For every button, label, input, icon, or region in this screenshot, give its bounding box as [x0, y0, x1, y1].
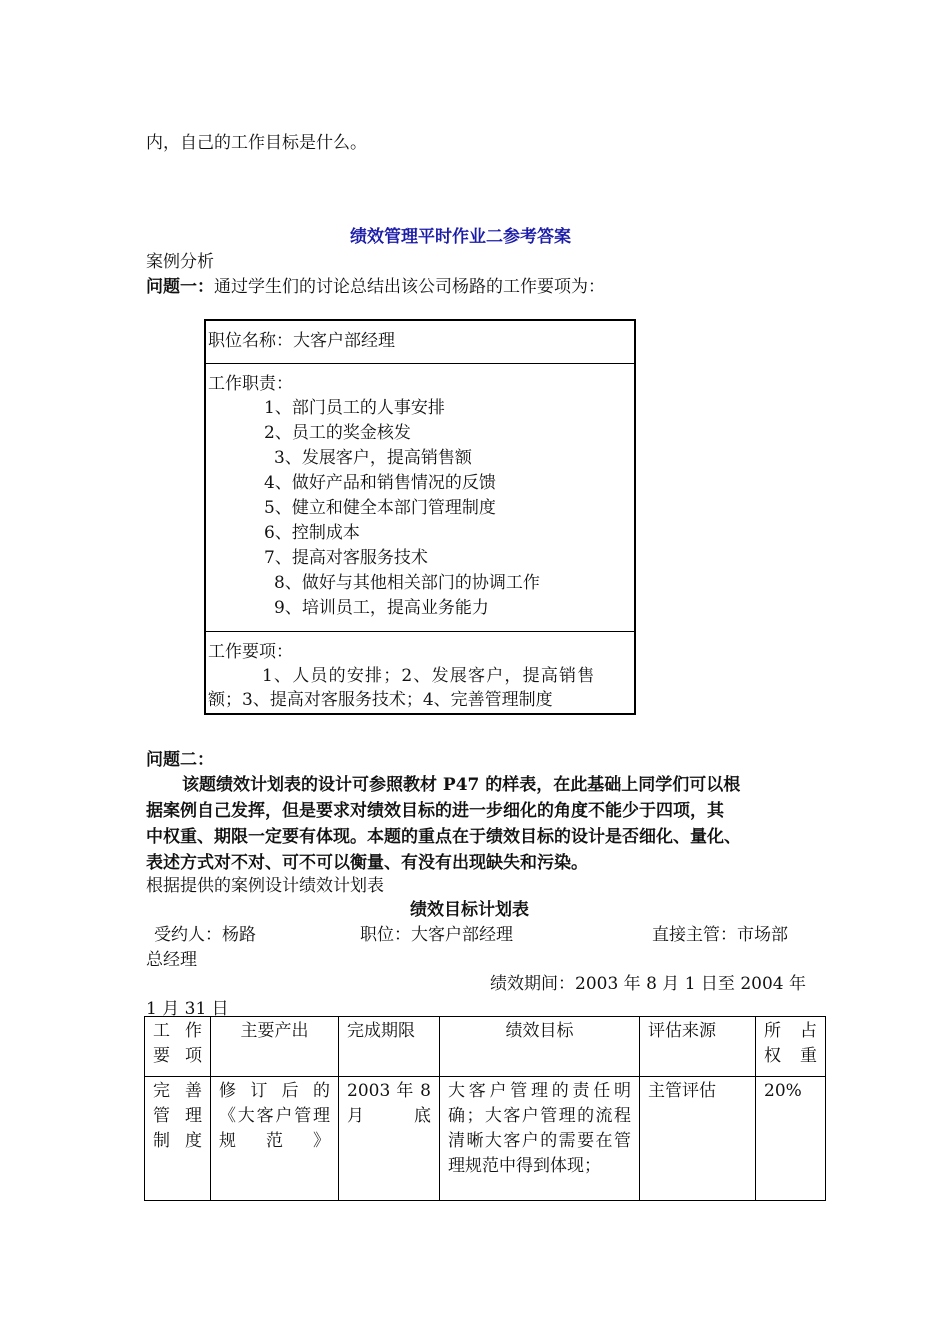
key-items-label: 工作要项： [208, 642, 293, 662]
table-row [145, 1077, 826, 1201]
q2-paragraph-line: 中权重、期限一定要有体现。本题的重点在于绩效目标的设计是否细化、量化、 [146, 827, 741, 847]
question-2-label: 问题二： [146, 750, 214, 770]
position: 职位：大客户部经理 [360, 925, 513, 945]
header-cell: 评估来源 [640, 1017, 756, 1077]
duties-label: 工作职责： [208, 374, 293, 394]
plan-title: 绩效目标计划表 [410, 900, 529, 920]
key-items-line: 1、人员的安排；2、发展客户，提高销售 [262, 666, 596, 686]
table-cell: 大客户管理的责任明确；大客户管理的流程清晰大客户的需要在管理规范中得到体现； [440, 1077, 640, 1201]
question-1-label: 问题一： [146, 277, 214, 297]
header-cell: 完成期限 [339, 1017, 440, 1077]
table-cell: 2003 年 8 月底 [339, 1077, 440, 1201]
job-description-box [204, 319, 636, 715]
design-line: 根据提供的案例设计绩效计划表 [146, 876, 384, 896]
divider [206, 363, 634, 364]
supervisor: 直接主管：市场部 [652, 925, 788, 945]
table-cell: 主管评估 [640, 1077, 756, 1201]
duty-item: 3、发展客户，提高销售额 [274, 448, 472, 468]
divider [206, 631, 634, 632]
header-cell: 所 占 权重 [756, 1017, 826, 1077]
performance-plan-table [144, 1016, 826, 1201]
duty-item: 2、员工的奖金核发 [264, 423, 411, 443]
supervisor-cont: 总经理 [146, 950, 197, 970]
duty-item: 6、控制成本 [264, 523, 360, 543]
header-cell: 主要产出 [211, 1017, 339, 1077]
duty-item: 9、培训员工，提高业务能力 [274, 598, 489, 618]
header-cell: 绩效目标 [440, 1017, 640, 1077]
duty-item: 8、做好与其他相关部门的协调工作 [274, 573, 540, 593]
period-cont: 1 月 31 日 [146, 999, 229, 1019]
duty-item: 7、提高对客服务技术 [264, 548, 428, 568]
position-name: 职位名称：大客户部经理 [208, 331, 395, 351]
table-cell: 20% [756, 1077, 826, 1201]
table-header-row [145, 1017, 826, 1077]
period: 绩效期间：2003 年 8 月 1 日至 2004 年 [490, 974, 806, 994]
key-items-line: 额；3、提高对客服务技术；4、完善管理制度 [208, 690, 553, 710]
table-cell: 修 订 后 的《大客户管理规范》 [211, 1077, 339, 1201]
section-title: 绩效管理平时作业二参考答案 [350, 227, 571, 247]
question-1 [146, 272, 605, 297]
table-cell: 完 善 管 理 制度 [145, 1077, 211, 1201]
top-line: 内，自己的工作目标是什么。 [146, 133, 367, 153]
duty-item: 4、做好产品和销售情况的反馈 [264, 473, 496, 493]
contractor: 受约人：杨路 [154, 925, 256, 945]
q2-paragraph-line: 表述方式对不对、可不可以衡量、有没有出现缺失和污染。 [146, 853, 588, 873]
q2-paragraph-line: 该题绩效计划表的设计可参照教材 P47 的样表，在此基础上同学们可以根 [182, 775, 741, 795]
duty-item: 5、健立和健全本部门管理制度 [264, 498, 496, 518]
question-1-text: 通过学生们的讨论总结出该公司杨路的工作要项为： [214, 277, 605, 297]
header-cell: 工 作 要项 [145, 1017, 211, 1077]
case-label: 案例分析 [146, 252, 214, 272]
duty-item: 1、部门员工的人事安排 [264, 398, 445, 418]
q2-paragraph-line: 据案例自己发挥，但是要求对绩效目标的进一步细化的角度不能少于四项，其 [146, 801, 724, 821]
